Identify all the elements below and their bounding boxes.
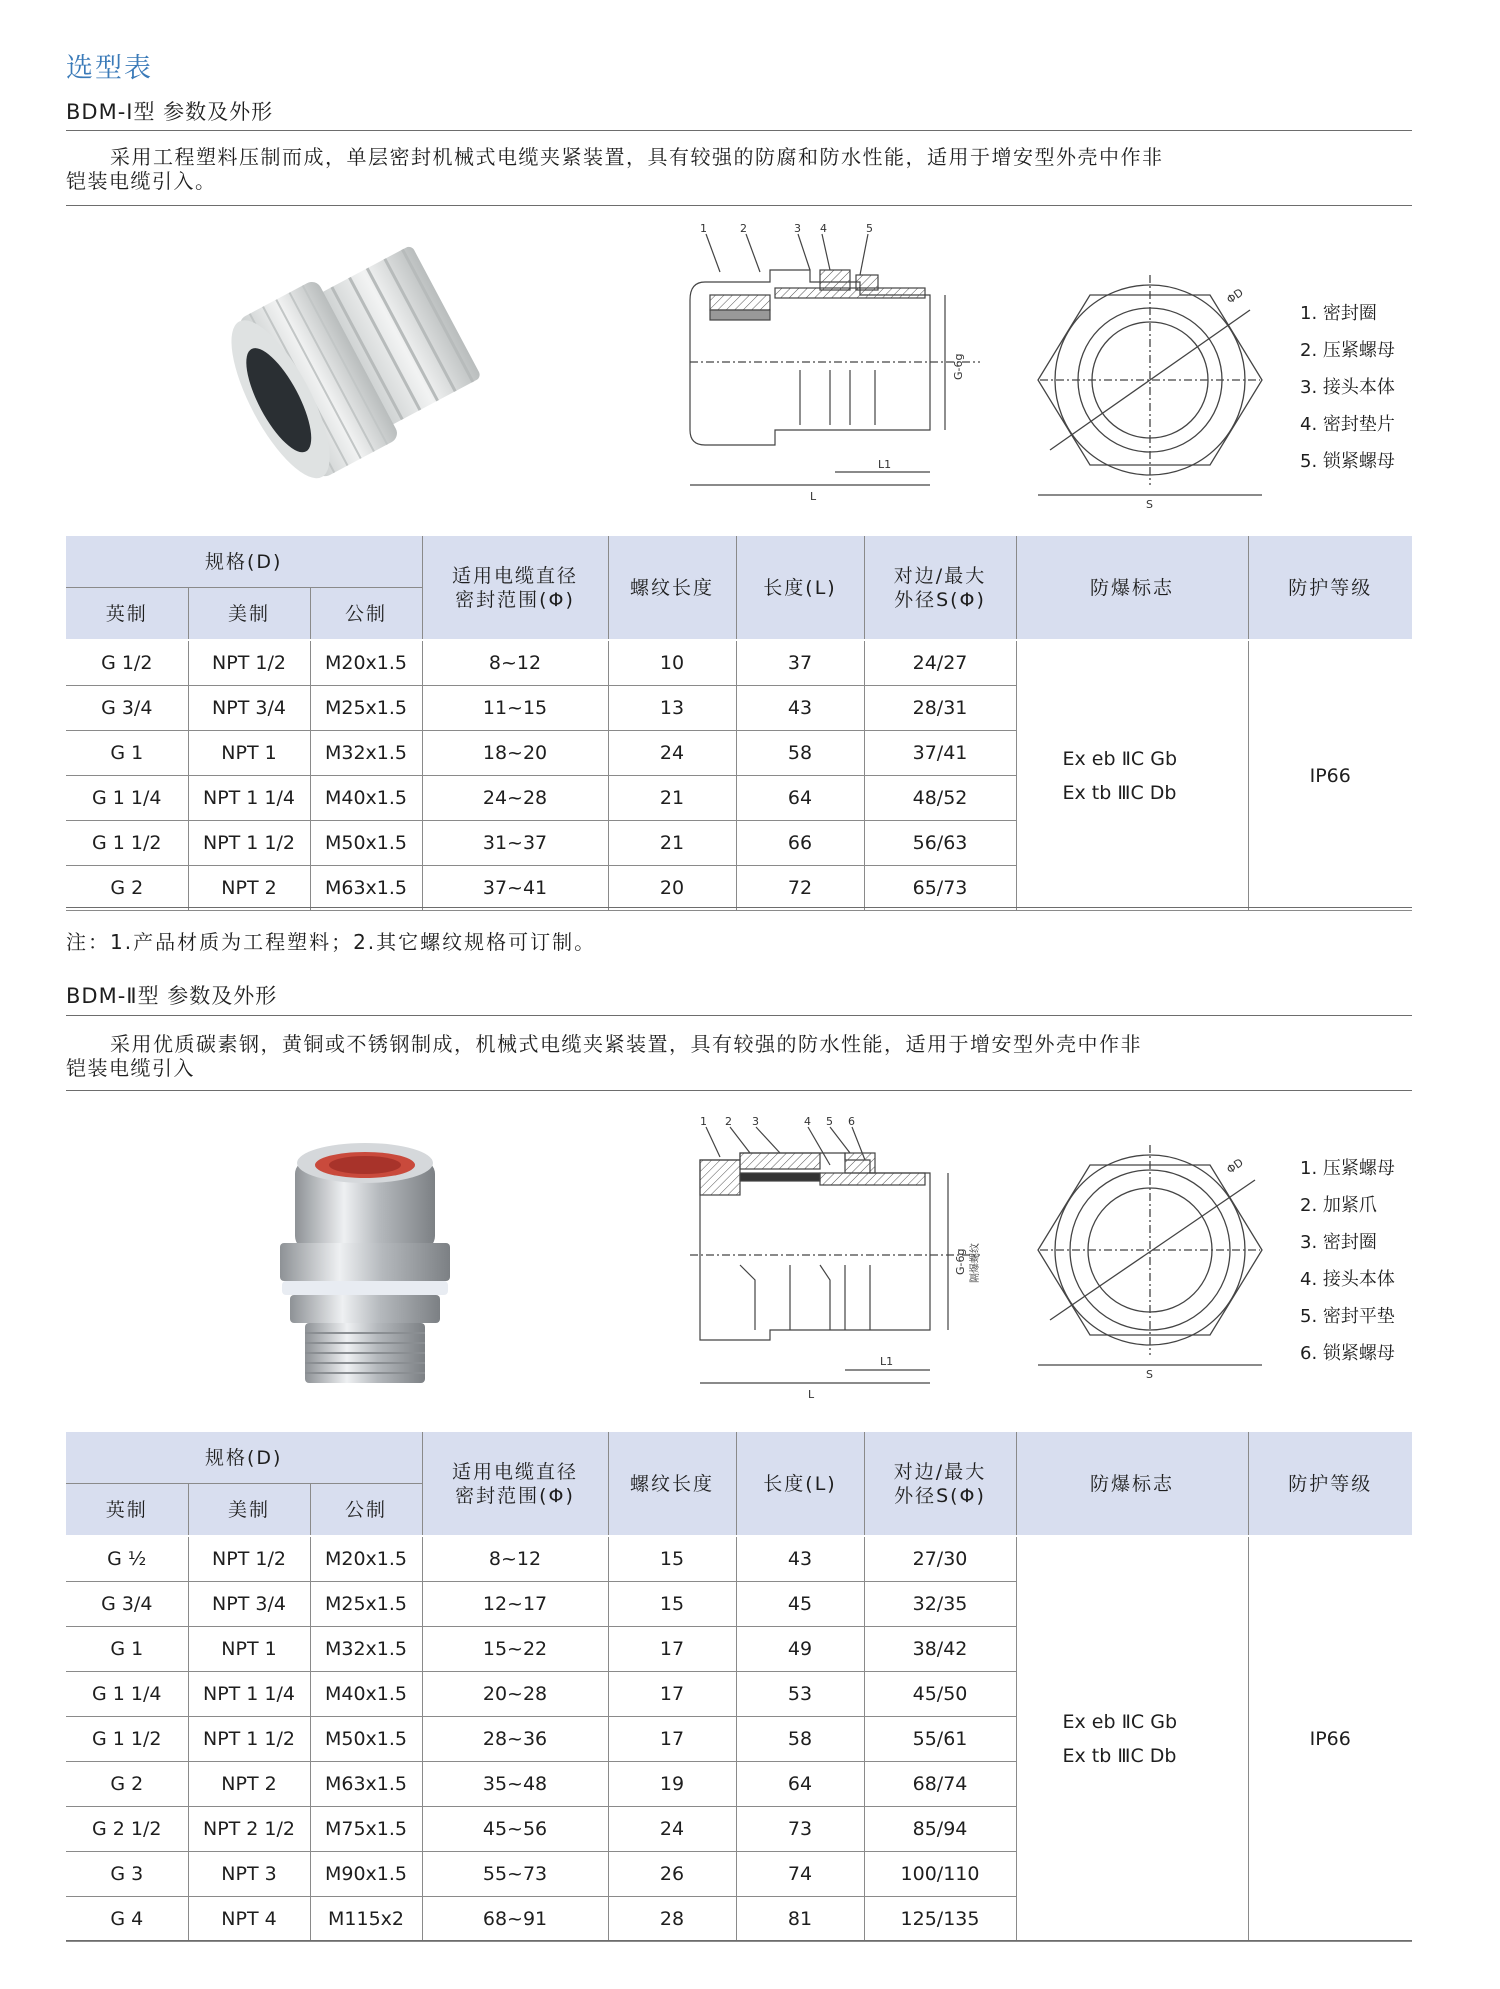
header-metric: 公制 — [310, 588, 422, 641]
header-length: 长度(L) — [736, 1432, 864, 1536]
table-cell: G 3/4 — [66, 1582, 188, 1627]
dim-thread-length: L1 — [880, 1355, 894, 1368]
section-1-cross-section-drawing — [680, 220, 1000, 510]
table-cell: 20 — [608, 866, 736, 911]
table-cell: 37~41 — [422, 866, 608, 911]
table-cell: 13 — [608, 686, 736, 731]
section-2-spec-table — [66, 1432, 1412, 1942]
table-cell: 55/61 — [864, 1717, 1016, 1762]
section-1-desc-line2: 铠装电缆引入。 — [66, 169, 217, 193]
table-cell: 68~91 — [422, 1897, 608, 1942]
table-cell: 72 — [736, 866, 864, 911]
section-1-table-bottom-rule — [66, 907, 1412, 908]
header-spec-group: 规格(D) — [66, 536, 422, 588]
table-cell: NPT 4 — [188, 1897, 310, 1942]
drawing-label-3: 3 — [794, 222, 801, 235]
table-cell: M40x1.5 — [310, 776, 422, 821]
table-cell: G 4 — [66, 1897, 188, 1942]
header-across-flats: 对边/最大 外径S(Φ) — [864, 1432, 1016, 1536]
table-cell: 55~73 — [422, 1852, 608, 1897]
table-cell: M50x1.5 — [310, 821, 422, 866]
table-cell: 58 — [736, 731, 864, 776]
plastic-cable-gland-image — [200, 225, 530, 495]
table-cell: 28~36 — [422, 1717, 608, 1762]
table-cell: 125/135 — [864, 1897, 1016, 1942]
table-cell: G 1 — [66, 731, 188, 776]
section-1-end-view-drawing — [1030, 270, 1270, 510]
table-cell: 73 — [736, 1807, 864, 1852]
drawing-label-2: 2 — [740, 222, 747, 235]
table-cell: G 1 1/2 — [66, 821, 188, 866]
table-cell: NPT 2 — [188, 866, 310, 911]
drawing-label-6: 6 — [848, 1115, 855, 1128]
header-ex-mark: 防爆标志 — [1016, 536, 1248, 640]
table-cell: 37/41 — [864, 731, 1016, 776]
table-cell: G 3 — [66, 1852, 188, 1897]
dim-diameter: ΦD — [1224, 1155, 1246, 1177]
table-cell: 15 — [608, 1536, 736, 1582]
legend-item: 2. 加紧爪 — [1300, 1195, 1377, 1216]
section-2-title: BDM-Ⅱ型 参数及外形 — [66, 984, 278, 1008]
table-cell: 24/27 — [864, 640, 1016, 686]
table-cell: G 2 1/2 — [66, 1807, 188, 1852]
table-cell: NPT 2 1/2 — [188, 1807, 310, 1852]
section-2-description — [66, 1032, 1366, 1080]
table-cell: 26 — [608, 1852, 736, 1897]
table-cell: 38/42 — [864, 1627, 1016, 1672]
section-2-end-view-drawing — [1030, 1140, 1270, 1380]
drawing-label-3: 3 — [752, 1115, 759, 1128]
legend-item: 2. 压紧螺母 — [1300, 340, 1395, 361]
page-title: 选型表 — [66, 53, 153, 84]
legend-item: 5. 密封平垫 — [1300, 1306, 1395, 1327]
table-cell: M25x1.5 — [310, 686, 422, 731]
ex-mark-line: Ex tb ⅢC Db — [1062, 781, 1177, 804]
header-ex-mark: 防爆标志 — [1016, 1432, 1248, 1536]
legend-item: 3. 密封圈 — [1300, 1232, 1377, 1253]
section-1-legend — [1300, 295, 1395, 480]
header-spec-group: 规格(D) — [66, 1432, 422, 1484]
drawing-label-4: 4 — [804, 1115, 811, 1128]
dim-diameter: ΦD — [1224, 285, 1246, 307]
section-2-cross-section-drawing — [680, 1115, 1000, 1405]
table-row — [66, 1536, 1412, 1582]
table-cell: 28/31 — [864, 686, 1016, 731]
table-cell: G 1 1/4 — [66, 1672, 188, 1717]
section-1-rule — [66, 130, 1412, 131]
table-cell: 8~12 — [422, 640, 608, 686]
ex-mark-line: Ex eb ⅡC Gb — [1062, 1711, 1178, 1733]
section-1-desc-line1: 采用工程塑料压制而成，单层密封机械式电缆夹紧装置，具有较强的防腐和防水性能，适用于增安型外壳中作非 — [110, 145, 1164, 169]
table-cell: 45 — [736, 1582, 864, 1627]
table-cell: 49 — [736, 1627, 864, 1672]
table-cell: NPT 3/4 — [188, 686, 310, 731]
dim-across: S — [1146, 1368, 1153, 1380]
table-cell: M32x1.5 — [310, 731, 422, 776]
protection-cell: IP66 — [1248, 1536, 1412, 1942]
table-cell: 56/63 — [864, 821, 1016, 866]
section-1-title: BDM-Ⅰ型 参数及外形 — [66, 100, 274, 124]
table-cell: 24~28 — [422, 776, 608, 821]
table-cell: 81 — [736, 1897, 864, 1942]
dim-thread: G-6g — [952, 353, 965, 380]
drawing-label-2: 2 — [725, 1115, 732, 1128]
ex-mark-cell — [1016, 1536, 1248, 1942]
table-cell: 19 — [608, 1762, 736, 1807]
table-cell: 15~22 — [422, 1627, 608, 1672]
table-cell: 31~37 — [422, 821, 608, 866]
table-row — [66, 640, 1412, 686]
section-2-rule-2 — [66, 1090, 1412, 1091]
table-cell: 100/110 — [864, 1852, 1016, 1897]
drawing-label-5: 5 — [826, 1115, 833, 1128]
table-cell: 27/30 — [864, 1536, 1016, 1582]
table-cell: 15 — [608, 1582, 736, 1627]
table-cell: NPT 1 — [188, 731, 310, 776]
section-1-note: 注：1.产品材质为工程塑料；2.其它螺纹规格可订制。 — [66, 930, 597, 954]
header-metric: 公制 — [310, 1484, 422, 1537]
header-imperial: 英制 — [66, 588, 188, 641]
table-cell: 43 — [736, 1536, 864, 1582]
table-cell: 53 — [736, 1672, 864, 1717]
table-cell: 64 — [736, 1762, 864, 1807]
table-cell: NPT 1 1/4 — [188, 776, 310, 821]
ex-mark-line: Ex eb ⅡC Gb — [1062, 747, 1178, 770]
header-across-flats: 对边/最大 外径S(Φ) — [864, 536, 1016, 640]
table-cell: 74 — [736, 1852, 864, 1897]
table-cell: NPT 1 — [188, 1627, 310, 1672]
ex-mark-cell — [1016, 640, 1248, 911]
table-cell: 21 — [608, 776, 736, 821]
table-cell: M32x1.5 — [310, 1627, 422, 1672]
table-cell: G 1/2 — [66, 640, 188, 686]
drawing-label-1: 1 — [700, 222, 707, 235]
header-protection: 防护等级 — [1248, 536, 1412, 640]
section-2-table-bottom-rule — [66, 1940, 1412, 1941]
section-1-description — [66, 145, 1366, 193]
section-1-spec-table — [66, 536, 1412, 911]
table-cell: G 1 1/4 — [66, 776, 188, 821]
header-american: 美制 — [188, 588, 310, 641]
table-cell: M20x1.5 — [310, 1536, 422, 1582]
table-cell: 10 — [608, 640, 736, 686]
table-cell: NPT 3 — [188, 1852, 310, 1897]
header-protection: 防护等级 — [1248, 1432, 1412, 1536]
table-cell: 65/73 — [864, 866, 1016, 911]
table-cell: 20~28 — [422, 1672, 608, 1717]
header-cable-diameter: 适用电缆直径 密封范围(Φ) — [422, 536, 608, 640]
table-cell: M75x1.5 — [310, 1807, 422, 1852]
table-cell: 48/52 — [864, 776, 1016, 821]
dim-thread: G-6g — [954, 1248, 967, 1275]
table-cell: G 2 — [66, 1762, 188, 1807]
table-cell: 32/35 — [864, 1582, 1016, 1627]
header-cable-diameter: 适用电缆直径 密封范围(Φ) — [422, 1432, 608, 1536]
table-cell: M20x1.5 — [310, 640, 422, 686]
section-2-desc-line2: 铠装电缆引入 — [66, 1056, 195, 1080]
table-cell: 85/94 — [864, 1807, 1016, 1852]
table-cell: 8~12 — [422, 1536, 608, 1582]
legend-item: 5. 锁紧螺母 — [1300, 451, 1395, 472]
table-cell: 64 — [736, 776, 864, 821]
table-cell: 43 — [736, 686, 864, 731]
table-cell: 24 — [608, 731, 736, 776]
legend-item: 1. 压紧螺母 — [1300, 1158, 1395, 1179]
table-cell: 37 — [736, 640, 864, 686]
table-cell: NPT 3/4 — [188, 1582, 310, 1627]
table-cell: NPT 1 1/2 — [188, 1717, 310, 1762]
header-american: 美制 — [188, 1484, 310, 1537]
legend-item: 1. 密封圈 — [1300, 303, 1377, 324]
table-cell: 17 — [608, 1672, 736, 1717]
header-imperial: 英制 — [66, 1484, 188, 1537]
table-cell: M63x1.5 — [310, 1762, 422, 1807]
table-cell: NPT 2 — [188, 1762, 310, 1807]
table-cell: 17 — [608, 1717, 736, 1762]
table-cell: 58 — [736, 1717, 864, 1762]
drawing-label-5: 5 — [866, 222, 873, 235]
section-2-rule — [66, 1015, 1412, 1016]
table-cell: 18~20 — [422, 731, 608, 776]
table-cell: G 1 1/2 — [66, 1717, 188, 1762]
table-cell: 68/74 — [864, 1762, 1016, 1807]
dim-length: L — [808, 1388, 815, 1401]
table-cell: 35~48 — [422, 1762, 608, 1807]
metal-cable-gland-image — [200, 1125, 530, 1395]
table-cell: 11~15 — [422, 686, 608, 731]
table-cell: G ½ — [66, 1536, 188, 1582]
table-cell: NPT 1 1/2 — [188, 821, 310, 866]
table-cell: M40x1.5 — [310, 1672, 422, 1717]
table-cell: 45/50 — [864, 1672, 1016, 1717]
table-cell: 45~56 — [422, 1807, 608, 1852]
table-cell: G 2 — [66, 866, 188, 911]
table-cell: M90x1.5 — [310, 1852, 422, 1897]
section-2-legend — [1300, 1150, 1395, 1372]
drawing-label-4: 4 — [820, 222, 827, 235]
protection-cell: IP66 — [1248, 640, 1412, 911]
table-cell: G 1 — [66, 1627, 188, 1672]
legend-item: 6. 锁紧螺母 — [1300, 1343, 1395, 1364]
dim-thread-length: L1 — [878, 458, 892, 471]
ex-mark-line: Ex tb ⅢC Db — [1062, 1745, 1177, 1767]
dim-across: S — [1146, 498, 1153, 510]
dim-thread-note: 隔爆螺纹 — [970, 1243, 981, 1283]
table-cell: NPT 1/2 — [188, 640, 310, 686]
header-thread-length: 螺纹长度 — [608, 536, 736, 640]
section-1-rule-2 — [66, 205, 1412, 206]
table-cell: 21 — [608, 821, 736, 866]
legend-item: 4. 接头本体 — [1300, 1269, 1395, 1290]
legend-item: 4. 密封垫片 — [1300, 414, 1395, 435]
table-cell: NPT 1 1/4 — [188, 1672, 310, 1717]
header-length: 长度(L) — [736, 536, 864, 640]
table-cell: 66 — [736, 821, 864, 866]
header-thread-length: 螺纹长度 — [608, 1432, 736, 1536]
table-cell: 17 — [608, 1627, 736, 1672]
table-cell: 24 — [608, 1807, 736, 1852]
table-cell: M25x1.5 — [310, 1582, 422, 1627]
table-cell: M115x2 — [310, 1897, 422, 1942]
section-2-desc-line1: 采用优质碳素钢，黄铜或不锈钢制成，机械式电缆夹紧装置，具有较强的防水性能，适用于增安型外壳中作非 — [110, 1032, 1142, 1056]
table-cell: M63x1.5 — [310, 866, 422, 911]
table-cell: NPT 1/2 — [188, 1536, 310, 1582]
table-cell: M50x1.5 — [310, 1717, 422, 1762]
drawing-label-1: 1 — [700, 1115, 707, 1128]
table-cell: G 3/4 — [66, 686, 188, 731]
dim-length: L — [810, 490, 817, 503]
legend-item: 3. 接头本体 — [1300, 377, 1395, 398]
table-cell: 12~17 — [422, 1582, 608, 1627]
table-cell: 28 — [608, 1897, 736, 1942]
